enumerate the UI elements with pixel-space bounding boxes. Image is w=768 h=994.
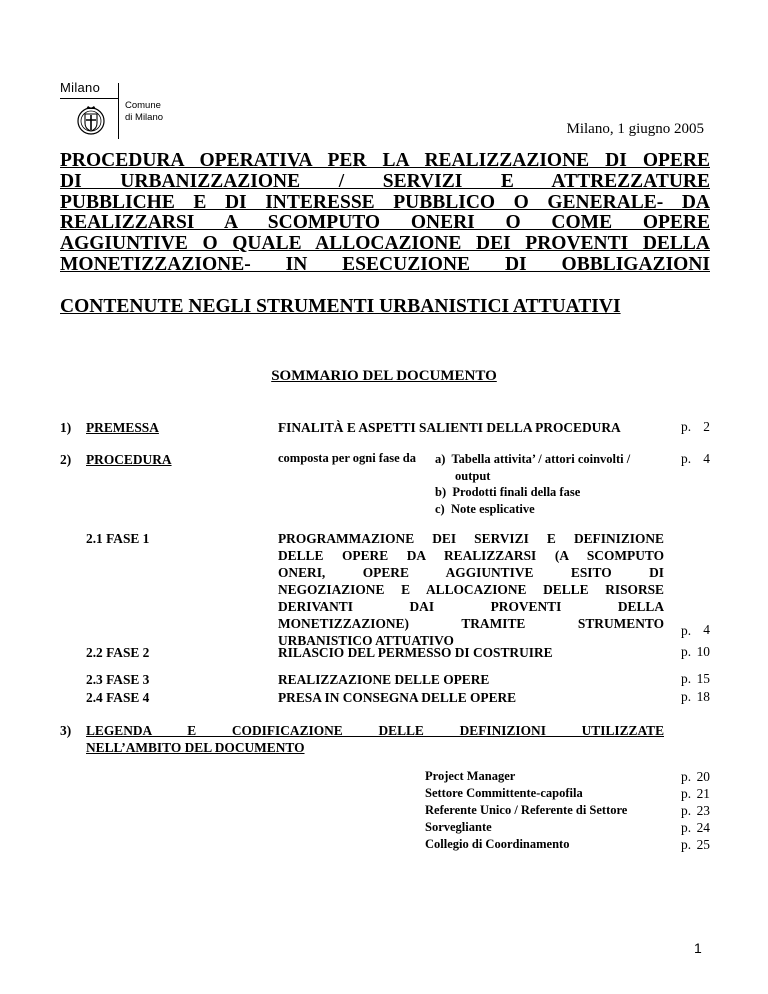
logo-line: Comune bbox=[125, 100, 161, 111]
list-marker: a) bbox=[435, 452, 446, 466]
toc-page-number: 18 bbox=[696, 689, 710, 704]
toc-section-description: FINALITÀ E ASPETTI SALIENTI DELLA PROCEDURA bbox=[278, 420, 621, 435]
toc-phase-description bbox=[278, 530, 664, 649]
title-line: REALIZZARSI A SCOMPUTO ONERI O COME OPERE bbox=[60, 212, 710, 234]
description-line: DERIVANTI DAI PROVENTI DELLA bbox=[278, 599, 664, 614]
title-line: PROCEDURA OPERATIVA PER LA REALIZZAZIONE DI OPERE bbox=[60, 150, 710, 171]
title-line: DI URBANIZZAZIONE / SERVIZI E ATTREZZATURE bbox=[60, 170, 710, 192]
legend-list bbox=[425, 768, 627, 853]
toc-page-number: 15 bbox=[696, 671, 710, 686]
description-line: PROGRAMMAZIONE DEI SERVIZI E DEFINIZIONE bbox=[278, 531, 664, 546]
toc-page-number: 4 bbox=[703, 622, 710, 637]
page-number: 1 bbox=[694, 940, 702, 956]
summary-heading: SOMMARIO DEL DOCUMENTO bbox=[271, 368, 497, 384]
list-marker: b) bbox=[435, 485, 447, 499]
list-item: output bbox=[455, 468, 491, 483]
toc-page-number: 23 bbox=[696, 803, 710, 818]
description-line: NEGOZIAZIONE E ALLOCAZIONE DELLE RISORSE bbox=[278, 582, 664, 597]
toc-page-number: 20 bbox=[696, 769, 710, 784]
description-line: MONETIZZAZIONE) TRAMITE STRUMENTO bbox=[278, 616, 664, 631]
toc-number: 3) bbox=[60, 723, 72, 738]
list-item: Tabella attivita’ / attori coinvolti / bbox=[451, 452, 631, 466]
coat-of-arms-icon bbox=[76, 103, 106, 139]
logo-divider bbox=[118, 83, 119, 139]
logo-comune-text bbox=[125, 100, 163, 124]
list-marker: c) bbox=[435, 501, 445, 516]
legend-entry: Referente Unico / Referente di Settore bbox=[425, 803, 628, 817]
logo-line: di Milano bbox=[125, 112, 164, 123]
toc-page-prefix: p. bbox=[681, 803, 692, 818]
toc-phase-label: 2.1 FASE 1 bbox=[86, 531, 150, 546]
legend-entry: Settore Committente-capofila bbox=[425, 786, 583, 800]
toc-page-number: 10 bbox=[696, 644, 710, 659]
toc-page-prefix: p. bbox=[681, 671, 692, 686]
title-line: CONTENUTE NEGLI STRUMENTI URBANISTICI ATTUATIVI bbox=[60, 296, 621, 317]
toc-phase-description: REALIZZAZIONE DELLE OPERE bbox=[278, 672, 490, 687]
toc-number: 2) bbox=[60, 452, 72, 467]
document-date: Milano, 1 giugno 2005 bbox=[566, 121, 704, 137]
description-line: URBANISTICO ATTUATIVO bbox=[278, 633, 454, 648]
legend-page-numbers bbox=[697, 768, 710, 853]
list-item: Prodotti finali della fase bbox=[452, 485, 581, 499]
list-item: Note esplicative bbox=[450, 501, 535, 516]
toc-page-number: 24 bbox=[696, 820, 710, 835]
toc-page-prefix: p. bbox=[681, 689, 692, 704]
title-line: AGGIUNTIVE O QUALE ALLOCAZIONE DEI PROVENTI DELLA bbox=[60, 233, 710, 255]
legend-page-prefixes bbox=[681, 768, 691, 853]
logo-divider bbox=[60, 98, 118, 99]
toc-page-number: 25 bbox=[696, 837, 710, 852]
toc-section-label: LEGENDA E CODIFICAZIONE DELLE DEFINIZIONI UTILIZZATE bbox=[86, 723, 664, 738]
toc-page-number: 4 bbox=[703, 451, 710, 466]
legend-entry: Project Manager bbox=[425, 769, 516, 783]
legend-entry: Sorvegliante bbox=[425, 820, 492, 834]
toc-subitems bbox=[435, 451, 630, 517]
toc-phase-description: RILASCIO DEL PERMESSO DI COSTRUIRE bbox=[278, 645, 553, 660]
toc-page-prefix: p. bbox=[681, 644, 692, 659]
toc-page-prefix: p. bbox=[681, 419, 692, 434]
toc-page-prefix: p. bbox=[681, 623, 692, 638]
logo-city-name: Milano bbox=[60, 80, 101, 95]
toc-section-label: NELL’AMBITO DEL DOCUMENTO bbox=[86, 740, 305, 755]
toc-page-number: 2 bbox=[703, 419, 710, 434]
title-line: PUBBLICHE E DI INTERESSE PUBBLICO O GENERALE- DA bbox=[60, 191, 710, 213]
toc-phase-description: PRESA IN CONSEGNA DELLE OPERE bbox=[278, 690, 517, 705]
description-line: ONERI, OPERE AGGIUNTIVE ESITO DI bbox=[278, 565, 664, 580]
toc-page-prefix: p. bbox=[681, 786, 692, 801]
toc-phase-label: 2.2 FASE 2 bbox=[86, 645, 150, 660]
toc-page-prefix: p. bbox=[681, 769, 692, 784]
description-line: DELLE OPERE DA REALIZZARSI (A SCOMPUTO bbox=[278, 548, 664, 563]
toc-section-label: PROCEDURA bbox=[86, 452, 172, 467]
document-title bbox=[60, 151, 710, 276]
toc-page-prefix: p. bbox=[681, 451, 692, 466]
toc-page-number: 21 bbox=[696, 786, 710, 801]
toc-phase-label: 2.4 FASE 4 bbox=[86, 690, 150, 705]
legend-entry: Collegio di Coordinamento bbox=[425, 837, 570, 851]
toc-page-prefix: p. bbox=[681, 820, 692, 835]
toc-section-description: composta per ogni fase da bbox=[278, 451, 416, 465]
toc-number: 1) bbox=[60, 420, 72, 435]
toc-phase-label: 2.3 FASE 3 bbox=[86, 672, 150, 687]
title-line: MONETIZZAZIONE- IN ESECUZIONE DI OBBLIGAZIONI bbox=[60, 253, 710, 275]
toc-page-prefix: p. bbox=[681, 837, 692, 852]
toc-section-label: PREMESSA bbox=[86, 420, 159, 435]
